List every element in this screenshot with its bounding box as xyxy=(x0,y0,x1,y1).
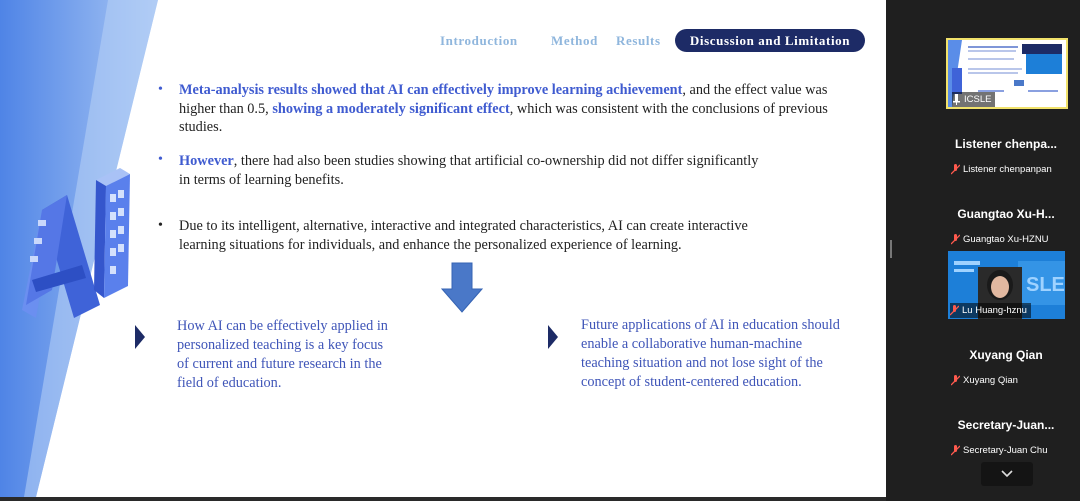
mic-muted-icon xyxy=(951,445,960,456)
participant-label-text: Xuyang Qian xyxy=(963,375,1018,386)
bullet-paragraph-1 xyxy=(179,81,859,137)
bullet-paragraph-3 xyxy=(179,217,869,254)
focus-line: of current and future research in the xyxy=(177,356,382,372)
participant-label-text: Lu Huang-hznu xyxy=(962,305,1027,316)
triangle-bullet-icon xyxy=(547,324,559,350)
preview-name-label xyxy=(952,92,995,107)
participant-label xyxy=(950,303,1031,318)
mic-muted-icon xyxy=(951,164,960,175)
participant-label xyxy=(951,373,1018,388)
chevron-down-icon xyxy=(981,462,1033,486)
bullet-dot-3: • xyxy=(158,218,163,233)
participant-label-text: Guangtao Xu-HZNU xyxy=(963,234,1049,245)
focus-text-right xyxy=(581,316,861,392)
shared-screen-thumbnail[interactable] xyxy=(946,38,1068,109)
highlight-text: showing a moderately significant effect xyxy=(272,100,510,117)
mic-muted-icon xyxy=(951,234,960,245)
triangle-bullet-icon xyxy=(134,324,146,350)
bullet-paragraph-2 xyxy=(179,152,859,189)
panel-resize-handle[interactable] xyxy=(890,240,892,258)
body-text: Due to its intelligent, alternative, interactive and integrated characteristics, AI can create interactive xyxy=(179,218,748,234)
highlight-text: Meta-analysis results showed that AI can effectively improve learning achievement xyxy=(179,82,683,98)
section-nav xyxy=(0,29,886,53)
participant-video-tile[interactable] xyxy=(948,251,1065,319)
body-text: , and the effect value was xyxy=(682,82,828,98)
pin-icon xyxy=(952,94,961,105)
mic-muted-icon xyxy=(951,375,960,386)
slide-bottom-border xyxy=(0,497,886,501)
participant-name: Xuyang Qian xyxy=(969,348,1043,362)
body-text: learning situations for individuals, and enhance the personalized experience of learning. xyxy=(179,236,682,253)
participant-label-text: Secretary-Juan Chu xyxy=(963,445,1048,456)
participant-label-text: Listener chenpanpan xyxy=(963,164,1052,175)
nav-results: Results xyxy=(616,33,661,48)
body-text: , there had also been studies showing that artificial co-ownership did not differ significantly xyxy=(233,153,759,169)
body-text: , which was consistent with the conclusions of previous xyxy=(509,100,828,117)
focus-line: concept of student-centered education. xyxy=(581,374,802,390)
highlight-text: However xyxy=(179,153,234,169)
down-arrow-icon xyxy=(441,262,483,314)
body-text: higher than 0.5, xyxy=(179,100,273,117)
participant-name: Secretary-Juan... xyxy=(957,418,1055,432)
participant-label xyxy=(951,232,1049,247)
body-text: studies. xyxy=(179,119,223,135)
focus-text-left xyxy=(177,317,399,393)
bullet-dot-1: • xyxy=(158,82,163,97)
nav-introduction: Introduction xyxy=(440,33,518,48)
focus-line: enable a collaborative human-machine xyxy=(581,336,803,352)
focus-line: field of education. xyxy=(177,375,282,391)
ai-logo-illustration xyxy=(12,160,152,320)
bullet-dot-2: • xyxy=(158,152,163,167)
focus-line: Future applications of AI in education should xyxy=(581,317,840,333)
participant-label xyxy=(951,162,1052,177)
nav-discussion-active: Discussion and Limitation xyxy=(675,29,865,52)
mic-muted-icon xyxy=(950,305,959,316)
participant-name: Guangtao Xu-H... xyxy=(957,207,1055,221)
focus-line: How AI can be effectively applied in xyxy=(177,318,388,334)
body-text: in terms of learning benefits. xyxy=(179,171,344,188)
svg-text:SLE: SLE xyxy=(1026,274,1065,296)
focus-line: teaching situation and not lose sight of the xyxy=(581,355,823,371)
nav-method: Method xyxy=(551,33,598,48)
focus-line: personalized teaching is a key focus xyxy=(177,337,384,353)
participant-name: Listener chenpa... xyxy=(954,137,1058,151)
scroll-down-button[interactable] xyxy=(981,462,1033,486)
preview-label-text: ICSLE xyxy=(964,94,992,105)
participant-label xyxy=(951,443,1047,458)
